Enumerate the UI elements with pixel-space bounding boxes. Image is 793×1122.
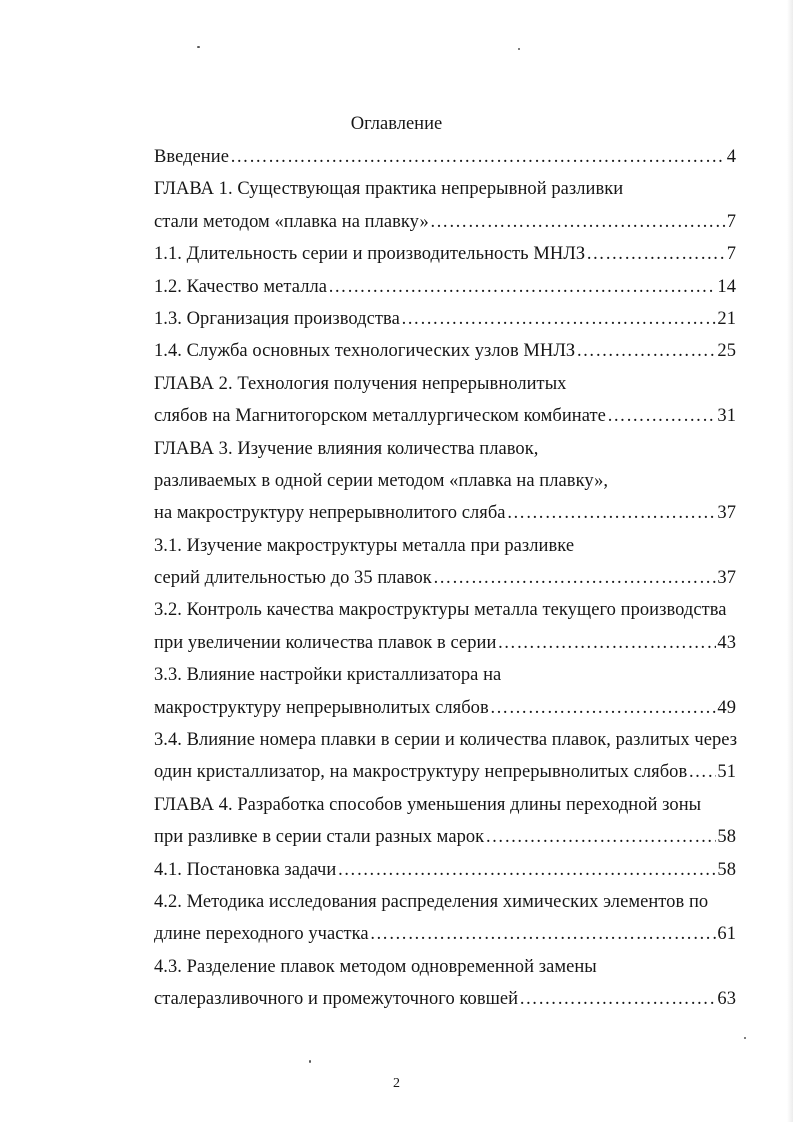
dot-leader — [230, 145, 726, 169]
scan-edge-shadow — [787, 0, 793, 1122]
dot-leader — [370, 922, 717, 946]
toc-entry-page: 31 — [717, 406, 736, 427]
toc-entry: ГЛАВА 1. Существующая практика непрерывной разливки — [154, 179, 624, 200]
table-of-contents — [154, 145, 736, 1020]
dot-leader — [430, 210, 726, 234]
dot-leader — [497, 631, 716, 655]
toc-entry-page: 37 — [717, 568, 736, 589]
toc-entry — [154, 566, 736, 598]
toc-entry: 3.4. Влияние номера плавки в серии и количества плавок, разлитых через — [154, 730, 738, 751]
toc-entry-page: 49 — [717, 697, 736, 718]
toc-entry-page: 58 — [717, 827, 736, 848]
scan-speck — [518, 48, 520, 50]
toc-entry-page: 43 — [717, 632, 736, 653]
toc-entry: 3.2. Контроль качества макроструктуры металла текущего производства — [154, 600, 727, 621]
toc-entry-text: серий длительностью до 35 плавок — [154, 568, 432, 589]
toc-entry: ГЛАВА 3. Изучение влияния количества плавок, — [154, 438, 539, 459]
toc-entry-text: макроструктуру непрерывнолитых слябов — [154, 697, 489, 718]
toc-entry — [154, 501, 736, 533]
toc-entry — [154, 987, 736, 1019]
toc-entry — [154, 404, 736, 436]
dot-leader — [507, 501, 717, 525]
toc-entry — [154, 631, 736, 663]
toc-entry-page: 58 — [717, 859, 736, 880]
toc-entry-page: 25 — [717, 341, 736, 362]
dot-leader — [337, 858, 716, 882]
toc-entry-page: 7 — [726, 244, 736, 265]
toc-entry: 3.1. Изучение макроструктуры металла при разливке — [154, 535, 575, 556]
toc-entry-page: 63 — [717, 989, 736, 1010]
toc-entry — [154, 145, 736, 177]
toc-entry-page: 7 — [726, 211, 736, 232]
toc-entry-text: 1.4. Служба основных технологических узлов МНЛЗ — [154, 341, 576, 362]
dot-leader — [485, 825, 716, 849]
toc-entry — [154, 307, 736, 339]
toc-entry: ГЛАВА 4. Разработка способов уменьшения длины переходной зоны — [154, 794, 702, 815]
toc-entry-page: 37 — [717, 503, 736, 524]
dot-leader — [576, 339, 716, 363]
toc-entry — [154, 339, 736, 371]
toc-entry-text: при разливке в серии стали разных марок — [154, 827, 485, 848]
toc-entry-text: 1.2. Качество металла — [154, 276, 328, 297]
toc-entry — [154, 210, 736, 242]
toc-entry-text: сталеразливочного и промежуточного ковшей — [154, 989, 519, 1010]
toc-title: Оглавление — [350, 114, 443, 134]
toc-entry-text: слябов на Магнитогорском металлургическом комбинате — [154, 406, 606, 427]
toc-entry-text: 4.1. Постановка задачи — [154, 859, 337, 880]
dot-leader — [586, 242, 726, 266]
toc-entry: разливаемых в одной серии методом «плавка на плавку», — [154, 470, 609, 491]
dot-leader — [433, 566, 717, 590]
toc-entry — [154, 696, 736, 728]
toc-entry-text: один кристаллизатор, на макроструктуру непрерывнолитых слябов — [154, 762, 688, 783]
toc-entry-page: 21 — [717, 308, 736, 329]
dot-leader — [519, 987, 716, 1011]
dot-leader — [328, 275, 716, 299]
toc-entry-text: 1.1. Длительность серии и производительность МНЛЗ — [154, 244, 586, 265]
dot-leader — [607, 404, 716, 428]
toc-entry-text: длине переходного участка — [154, 924, 369, 945]
toc-entry-page: 14 — [717, 276, 736, 297]
toc-entry — [154, 922, 736, 954]
dot-leader — [401, 307, 717, 331]
toc-entry — [154, 858, 736, 890]
scan-speck — [309, 1060, 311, 1063]
toc-entry — [154, 275, 736, 307]
dot-leader — [490, 696, 717, 720]
toc-entry-text: стали методом «плавка на плавку» — [154, 211, 429, 232]
toc-entry: 3.3. Влияние настройки кристаллизатора на — [154, 665, 502, 686]
toc-entry — [154, 825, 736, 857]
toc-entry: ГЛАВА 2. Технология получения непрерывнолитых — [154, 373, 567, 394]
toc-entry-text: на макроструктуру непрерывнолитого сляба — [154, 503, 506, 524]
toc-entry-page: 61 — [717, 924, 736, 945]
toc-entry-text: 1.3. Организация производства — [154, 308, 400, 329]
toc-entry-page: 4 — [726, 147, 736, 167]
toc-entry: 4.3. Разделение плавок методом одновременной замены — [154, 956, 597, 977]
toc-entry — [154, 760, 736, 792]
scan-speck — [197, 46, 200, 48]
toc-entry-text: при увеличении количества плавок в серии — [154, 632, 497, 653]
toc-entry: 4.2. Методика исследования распределения химических элементов по — [154, 891, 709, 912]
toc-entry-text: Введение — [154, 147, 229, 167]
dot-leader — [688, 760, 716, 784]
toc-entry — [154, 242, 736, 274]
scan-speck — [744, 1037, 746, 1039]
page-number: 2 — [393, 1076, 400, 1091]
toc-entry-page: 51 — [717, 762, 736, 783]
